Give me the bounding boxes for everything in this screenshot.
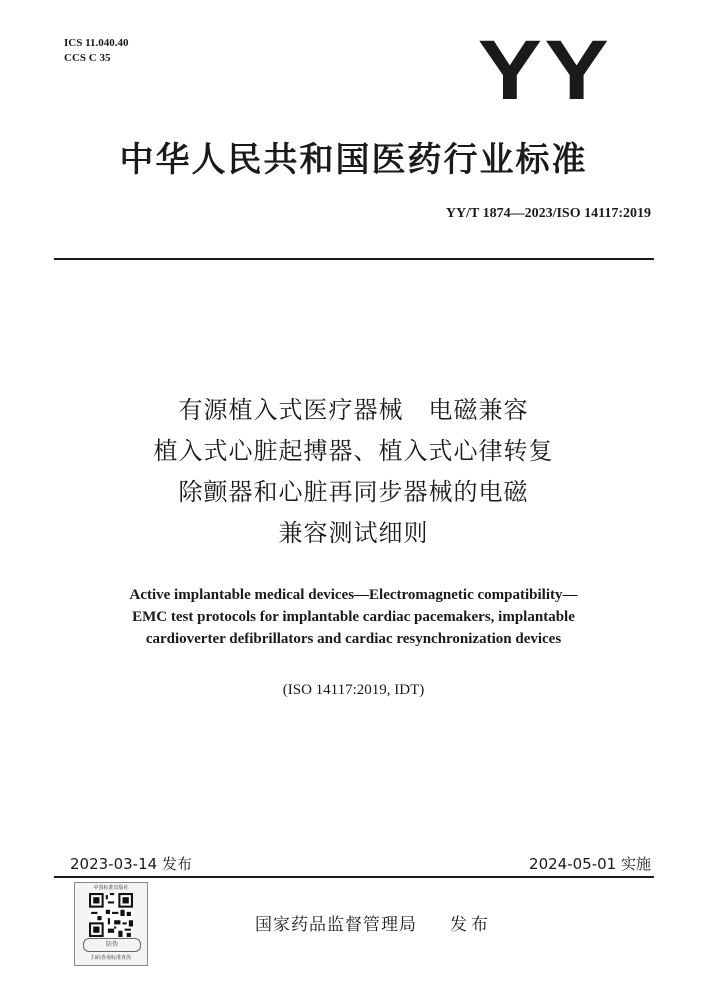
qr-top-text: 中国标准出版社 — [93, 885, 129, 891]
header-divider — [54, 258, 654, 260]
yy-logo: YY — [477, 23, 611, 117]
chinese-title-line: 兼容测试细则 — [278, 519, 429, 547]
english-title — [0, 584, 707, 650]
chinese-title-line: 除颤器和心脏再同步器械的电磁 — [178, 478, 529, 506]
classification-codes — [64, 36, 129, 66]
ics-code: ICS 11.040.40 — [64, 37, 129, 49]
anti-counterfeit-qr-label[interactable] — [74, 882, 148, 966]
organization-title: 中华人民共和国医药行业标准 — [119, 140, 588, 180]
qr-seal: 防伪 — [83, 938, 141, 952]
ccs-code: CCS C 35 — [64, 52, 111, 64]
issue-word: 发布 — [450, 915, 492, 935]
qr-bottom-text: 扫码查询标准真伪 — [90, 955, 131, 961]
issuing-authority: 国家药品监督管理局 — [255, 915, 417, 935]
english-title-line: Active implantable medical devices—Electromagnetic compatibility— — [129, 587, 578, 603]
chinese-title-line: 有源植入式医疗器械 电磁兼容 — [178, 396, 529, 424]
equivalence-note: (ISO 14117:2019, IDT) — [282, 682, 425, 698]
issue-date: 2023-03-14 发布 — [70, 855, 192, 873]
standard-number: YY/T 1874—2023/ISO 14117:2019 — [445, 206, 651, 221]
english-title-line: EMC test protocols for implantable cardiac pacemakers, implantable — [132, 609, 575, 625]
qr-code-icon — [89, 893, 133, 937]
chinese-title-line: 植入式心脏起搏器、植入式心律转复 — [153, 437, 554, 465]
chinese-title — [0, 390, 707, 554]
english-title-line: cardioverter defibrillators and cardiac resynchronization devices — [145, 631, 562, 647]
footer-divider — [54, 876, 654, 878]
implementation-date: 2024-05-01 实施 — [529, 855, 651, 873]
